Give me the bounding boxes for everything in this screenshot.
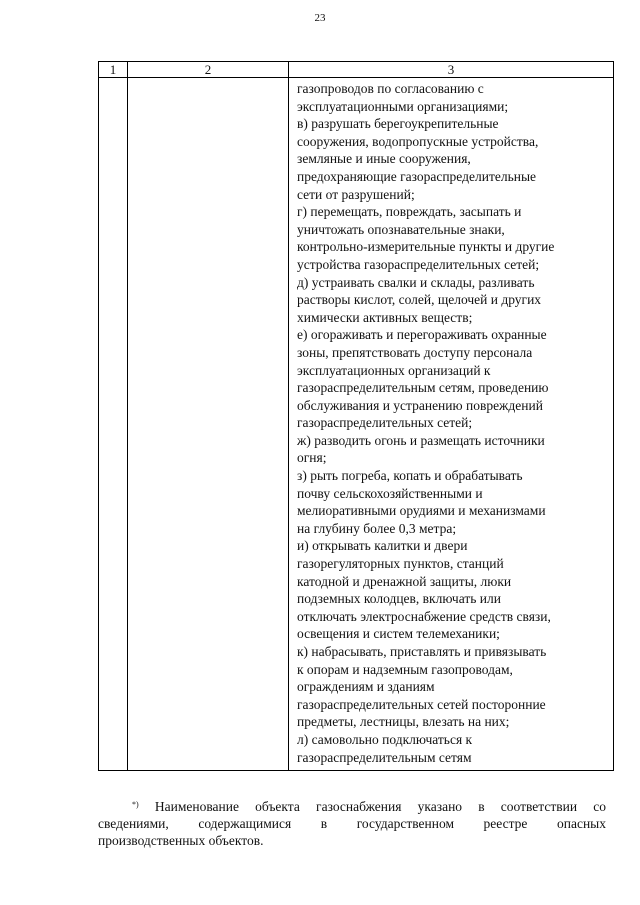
footnote-line-2: сведениями, содержащимися в государственном реестре опасных [98, 816, 606, 831]
text-line: земляные и иные сооружения, [297, 151, 471, 167]
text-line: ограждениям и зданиям [297, 679, 435, 695]
column-header-3: 3 [289, 62, 614, 78]
table-cell-col1 [99, 78, 128, 771]
text-line: обслуживания и устранению повреждений [297, 397, 543, 413]
footnote-line-1-text: Наименование объекта газоснабжения указано в соответствии со [154, 799, 607, 814]
text-line: предметы, лестницы, влезать на них; [297, 714, 510, 730]
text-line: эксплуатационных организаций к [297, 362, 491, 378]
text-line: и) открывать калитки и двери [297, 538, 468, 554]
footnote [98, 798, 606, 849]
text-line: з) рыть погреба, копать и обрабатывать [297, 468, 523, 484]
column-header-1: 1 [99, 62, 128, 78]
text-line: мелиоративными орудиями и механизмами [297, 503, 546, 519]
page-number: 23 [314, 12, 326, 24]
text-line: подземных колодцев, включать или [297, 591, 501, 607]
text-line: газопроводов по согласованию с [297, 81, 484, 96]
footnote-line-3: производственных объектов. [98, 833, 264, 848]
footnote-line [98, 798, 606, 815]
column-header-2: 2 [128, 62, 289, 78]
text-line: контрольно-измерительные пункты и другие [297, 239, 555, 255]
text-line: в) разрушать берегоукрепительные [297, 116, 499, 132]
text-line: д) устраивать свалки и склады, разливать [297, 274, 535, 290]
table-header-row [99, 62, 614, 78]
text-line: газораспределительных сетей; [297, 415, 473, 431]
text-line: растворы кислот, солей, щелочей и других [297, 292, 542, 308]
text-line: химически активных веществ; [297, 309, 473, 325]
text-line: ж) разводить огонь и размещать источники [297, 432, 545, 448]
text-line: огня; [297, 450, 327, 466]
text-line: к опорам и надземным газопроводам, [297, 661, 513, 677]
footnote-marker: *) [132, 800, 139, 809]
regulation-table [98, 61, 614, 771]
text-line: эксплуатационными организациями; [297, 98, 509, 114]
text-line: газораспределительных сетей посторонние [297, 696, 546, 712]
text-line: зоны, препятствовать доступу персонала [297, 344, 533, 360]
text-line: предохраняющие газораспределительные [297, 168, 537, 184]
text-line: сооружения, водопропускные устройства, [297, 133, 539, 149]
text-line: газораспределительным сетям, проведению [297, 380, 549, 396]
text-line: уничтожать опознавательные знаки, [297, 221, 505, 237]
table-cell-col2 [128, 78, 289, 771]
text-line: к) набрасывать, приставлять и привязывать [297, 644, 547, 659]
table-row [99, 78, 614, 771]
text-line: газорегуляторных пунктов, станций [297, 556, 504, 572]
text-line: газораспределительным сетям [297, 749, 472, 765]
text-line: катодной и дренажной защиты, люки [297, 573, 512, 589]
text-line: сети от разрушений; [297, 186, 415, 202]
text-line: отключать электроснабжение средств связи, [297, 608, 551, 624]
restrictions-text [289, 78, 613, 766]
text-line: освещения и систем телемеханики; [297, 626, 500, 642]
text-line: г) перемещать, повреждать, засыпать и [297, 204, 522, 220]
text-line: на глубину более 0,3 метра; [297, 520, 457, 536]
text-line: почву сельскохозяйственными и [297, 485, 483, 501]
table-cell-col3 [289, 78, 614, 771]
text-line: устройства газораспределительных сетей; [297, 256, 540, 272]
text-line: е) огораживать и перегораживать охранные [297, 327, 547, 343]
text-line: л) самовольно подключаться к [297, 731, 473, 747]
